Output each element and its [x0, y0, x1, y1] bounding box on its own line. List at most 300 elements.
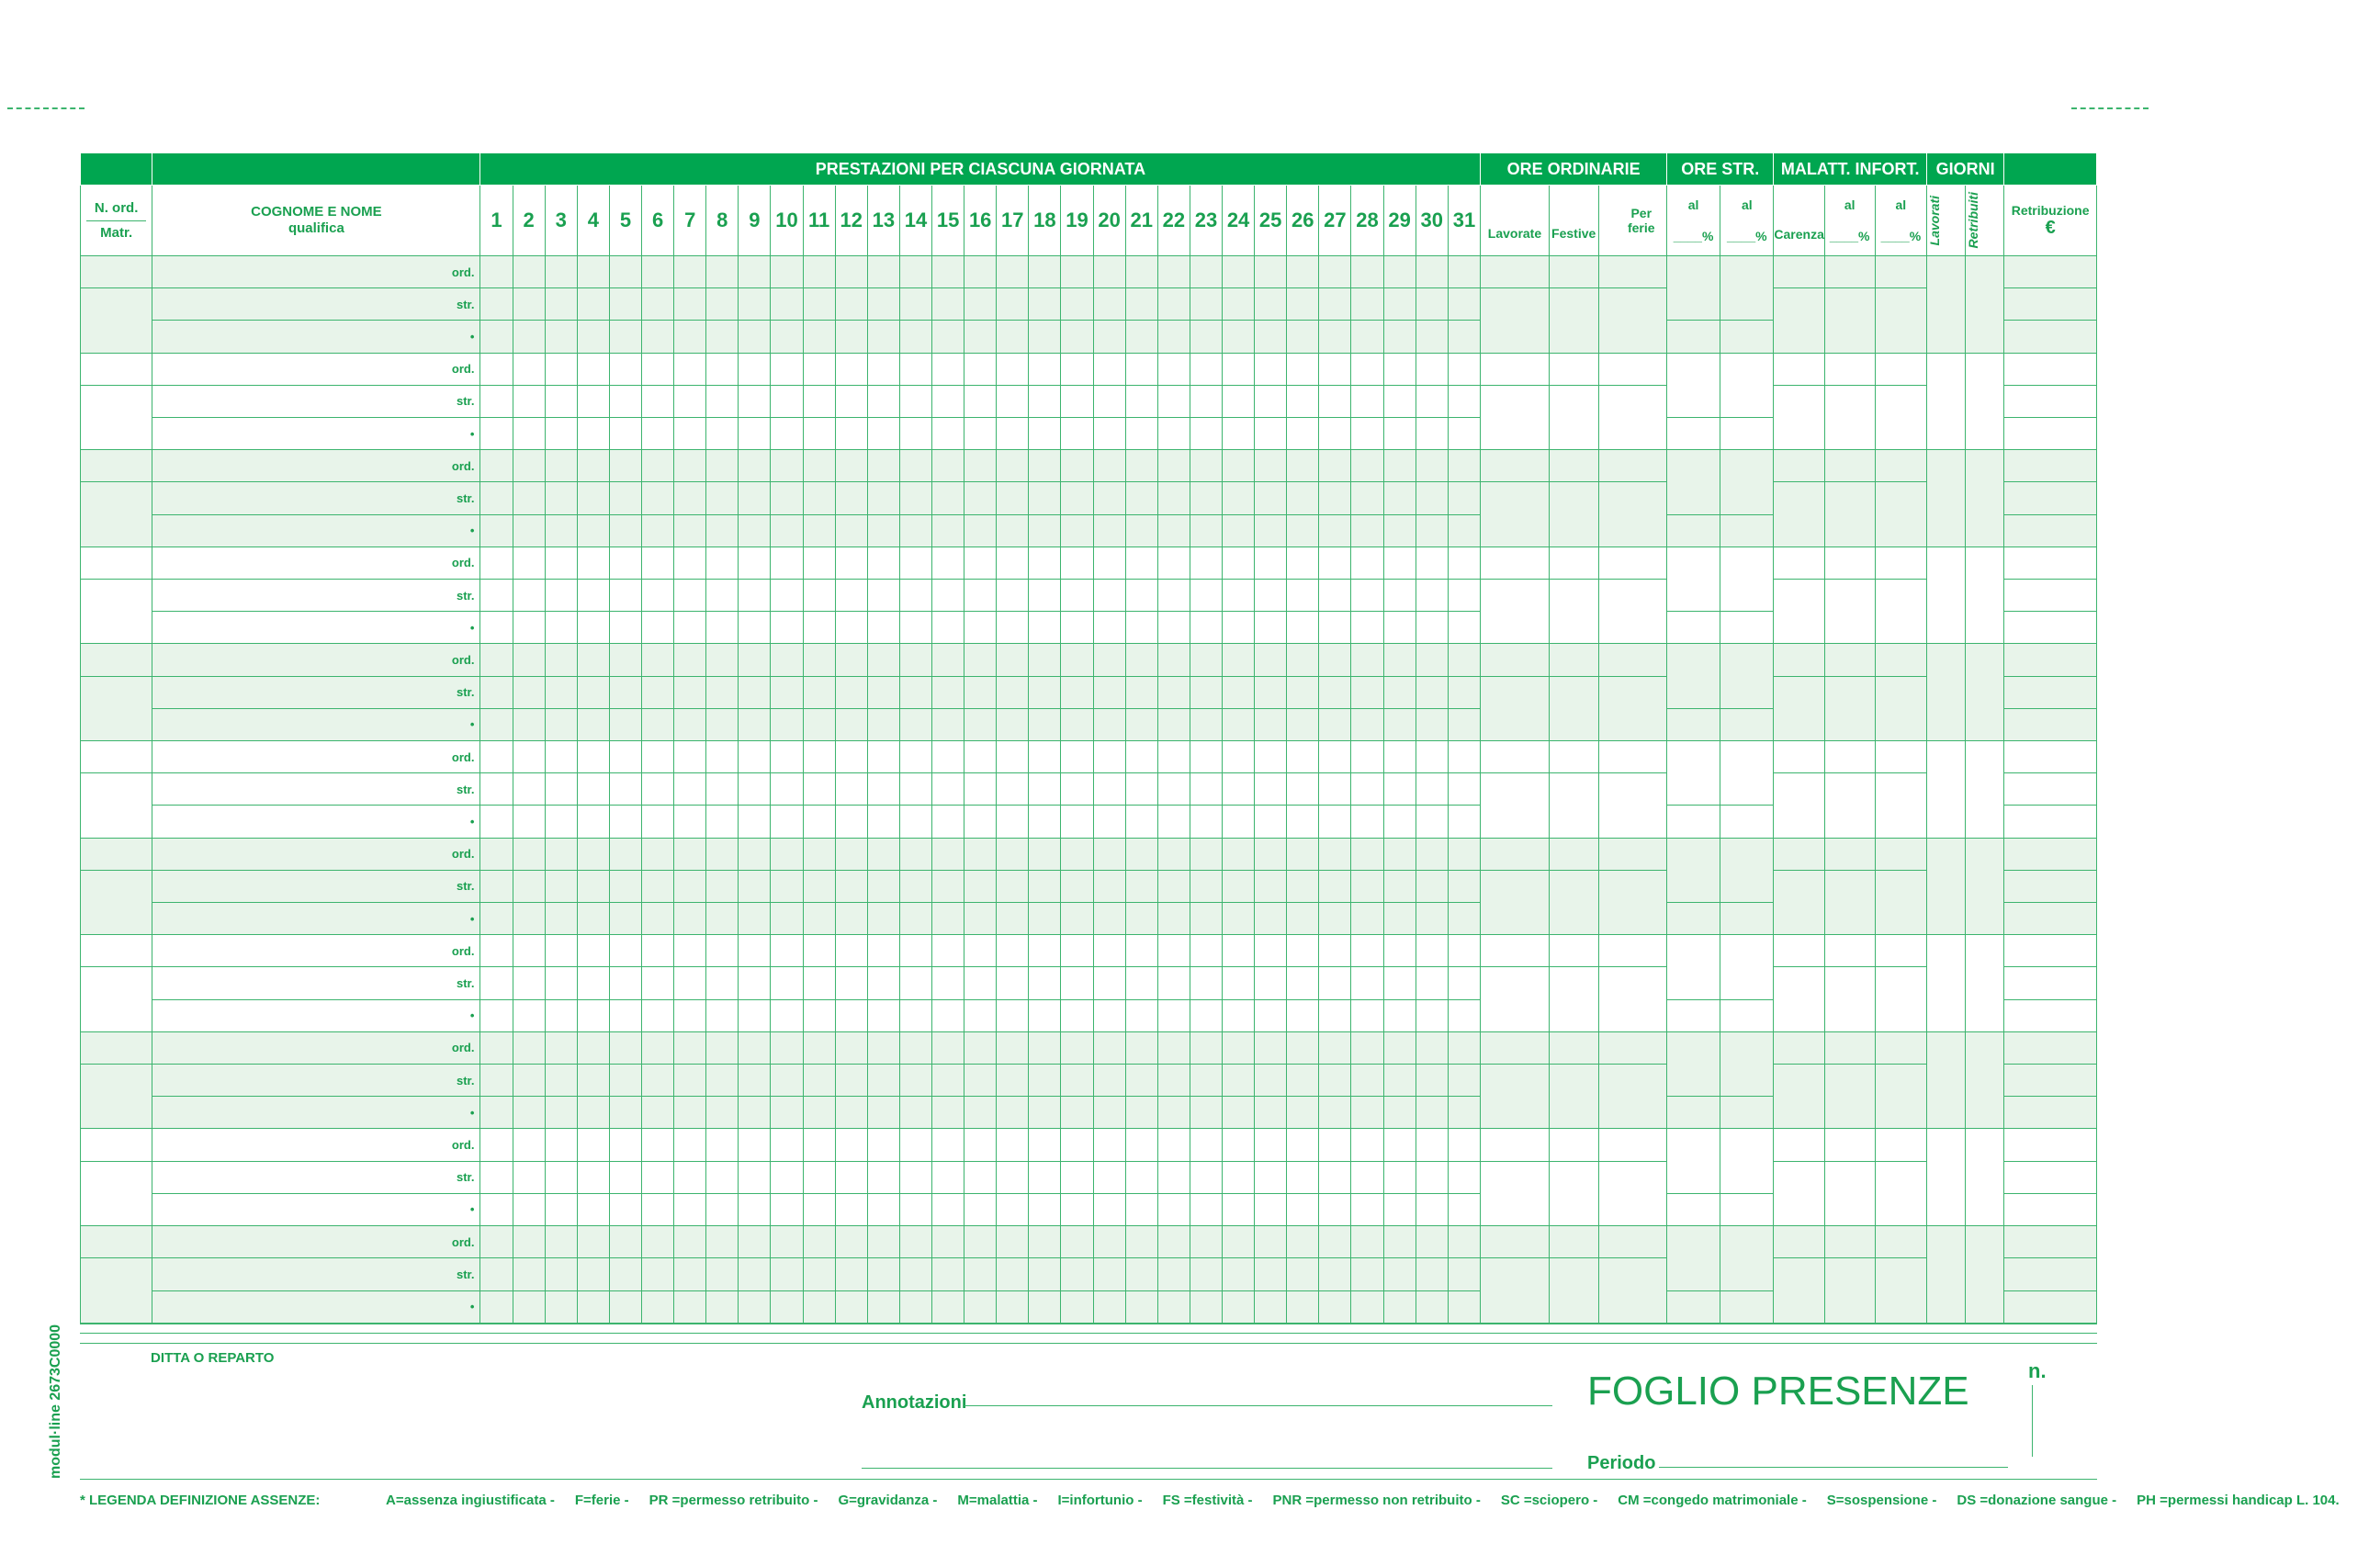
ore-str-cell[interactable] [1720, 418, 1774, 450]
day-cell[interactable] [899, 353, 931, 385]
day-cell[interactable] [609, 547, 641, 579]
day-cell[interactable] [1093, 1129, 1125, 1161]
ore-str-cell[interactable] [1667, 644, 1720, 708]
n-ord-cell[interactable] [81, 547, 152, 579]
day-cell[interactable] [1061, 870, 1093, 902]
malatt-cell[interactable] [1824, 1065, 1875, 1129]
day-cell[interactable] [899, 1161, 931, 1193]
day-cell[interactable] [1351, 1290, 1383, 1324]
day-cell[interactable] [480, 321, 513, 353]
day-cell[interactable] [1029, 741, 1061, 773]
day-cell[interactable] [545, 676, 577, 708]
day-cell[interactable] [1157, 644, 1190, 676]
day-cell[interactable] [997, 482, 1029, 514]
day-cell[interactable] [545, 482, 577, 514]
name-cell[interactable] [152, 288, 480, 321]
day-cell[interactable] [1448, 385, 1481, 417]
day-cell[interactable] [997, 999, 1029, 1031]
day-cell[interactable] [1448, 1226, 1481, 1258]
day-cell[interactable] [1029, 708, 1061, 740]
day-cell[interactable] [706, 1065, 739, 1097]
day-cell[interactable] [1351, 967, 1383, 999]
giorni-cell[interactable] [1926, 256, 1965, 354]
day-cell[interactable] [706, 644, 739, 676]
day-cell[interactable] [1383, 514, 1416, 547]
name-cell[interactable] [152, 773, 480, 806]
day-cell[interactable] [932, 903, 964, 935]
day-cell[interactable] [1255, 1065, 1287, 1097]
day-cell[interactable] [997, 612, 1029, 644]
day-cell[interactable] [1061, 321, 1093, 353]
day-cell[interactable] [545, 870, 577, 902]
day-cell[interactable] [1416, 870, 1448, 902]
day-cell[interactable] [1383, 967, 1416, 999]
day-cell[interactable] [867, 514, 899, 547]
day-cell[interactable] [1287, 547, 1319, 579]
day-cell[interactable] [1319, 773, 1351, 806]
day-cell[interactable] [1383, 353, 1416, 385]
day-cell[interactable] [1190, 1097, 1222, 1129]
day-cell[interactable] [867, 773, 899, 806]
malatt-cell[interactable] [1774, 741, 1824, 773]
day-cell[interactable] [1255, 935, 1287, 967]
day-cell[interactable] [1093, 450, 1125, 482]
day-cell[interactable] [674, 1031, 706, 1064]
day-cell[interactable] [1351, 644, 1383, 676]
day-cell[interactable] [1190, 288, 1222, 321]
day-cell[interactable] [1223, 838, 1255, 870]
day-cell[interactable] [545, 418, 577, 450]
day-cell[interactable] [1093, 1065, 1125, 1097]
day-cell[interactable] [480, 514, 513, 547]
day-cell[interactable] [674, 514, 706, 547]
day-cell[interactable] [867, 1226, 899, 1258]
retribuzione-cell[interactable] [2004, 806, 2097, 838]
day-cell[interactable] [1029, 676, 1061, 708]
day-cell[interactable] [771, 676, 803, 708]
day-cell[interactable] [642, 482, 674, 514]
day-cell[interactable] [1061, 999, 1093, 1031]
malatt-cell[interactable] [1824, 1226, 1875, 1258]
day-cell[interactable] [1448, 870, 1481, 902]
malatt-cell[interactable] [1875, 353, 1926, 385]
day-cell[interactable] [1061, 1065, 1093, 1097]
ore-str-cell[interactable] [1667, 1193, 1720, 1225]
malatt-cell[interactable] [1875, 288, 1926, 353]
day-cell[interactable] [545, 321, 577, 353]
day-cell[interactable] [1061, 708, 1093, 740]
day-cell[interactable] [1223, 1226, 1255, 1258]
day-cell[interactable] [1287, 1161, 1319, 1193]
day-cell[interactable] [480, 1258, 513, 1290]
day-cell[interactable] [1416, 1031, 1448, 1064]
name-cell[interactable] [152, 1258, 480, 1290]
day-cell[interactable] [1190, 547, 1222, 579]
retribuzione-cell[interactable] [2004, 1258, 2097, 1290]
day-cell[interactable] [1351, 580, 1383, 612]
day-cell[interactable] [545, 256, 577, 288]
malatt-cell[interactable] [1774, 935, 1824, 967]
day-cell[interactable] [609, 676, 641, 708]
day-cell[interactable] [674, 676, 706, 708]
day-cell[interactable] [835, 903, 867, 935]
day-cell[interactable] [867, 935, 899, 967]
name-cell[interactable] [152, 321, 480, 353]
retribuzione-cell[interactable] [2004, 1161, 2097, 1193]
ore-ordinarie-cell[interactable] [1481, 870, 1549, 934]
day-cell[interactable] [480, 1129, 513, 1161]
day-cell[interactable] [674, 1065, 706, 1097]
day-cell[interactable] [1416, 547, 1448, 579]
day-cell[interactable] [803, 1258, 835, 1290]
day-cell[interactable] [1255, 1161, 1287, 1193]
day-cell[interactable] [964, 967, 997, 999]
day-cell[interactable] [1383, 288, 1416, 321]
day-cell[interactable] [739, 773, 771, 806]
day-cell[interactable] [1416, 514, 1448, 547]
day-cell[interactable] [1029, 806, 1061, 838]
ore-str-cell[interactable] [1667, 612, 1720, 644]
retribuzione-cell[interactable] [2004, 1031, 2097, 1064]
day-cell[interactable] [867, 1258, 899, 1290]
malatt-cell[interactable] [1774, 967, 1824, 1031]
malatt-cell[interactable] [1875, 1161, 1926, 1225]
day-cell[interactable] [1383, 1161, 1416, 1193]
day-cell[interactable] [1448, 967, 1481, 999]
malatt-cell[interactable] [1824, 838, 1875, 870]
n-ord-cell[interactable] [81, 1031, 152, 1064]
day-cell[interactable] [932, 321, 964, 353]
ore-str-cell[interactable] [1720, 838, 1774, 902]
day-cell[interactable] [545, 580, 577, 612]
day-cell[interactable] [932, 773, 964, 806]
day-cell[interactable] [513, 708, 545, 740]
day-cell[interactable] [1093, 1290, 1125, 1324]
day-cell[interactable] [513, 806, 545, 838]
day-cell[interactable] [1157, 1226, 1190, 1258]
day-cell[interactable] [1255, 256, 1287, 288]
day-cell[interactable] [1351, 870, 1383, 902]
day-cell[interactable] [1125, 418, 1157, 450]
day-cell[interactable] [1061, 838, 1093, 870]
day-cell[interactable] [1416, 708, 1448, 740]
day-cell[interactable] [899, 838, 931, 870]
ore-ordinarie-cell[interactable] [1598, 870, 1666, 934]
day-cell[interactable] [1383, 612, 1416, 644]
day-cell[interactable] [771, 321, 803, 353]
day-cell[interactable] [771, 418, 803, 450]
day-cell[interactable] [577, 806, 609, 838]
day-cell[interactable] [674, 288, 706, 321]
day-cell[interactable] [706, 773, 739, 806]
ore-ordinarie-cell[interactable] [1598, 353, 1666, 385]
day-cell[interactable] [1448, 1193, 1481, 1225]
malatt-cell[interactable] [1875, 385, 1926, 449]
day-cell[interactable] [513, 1193, 545, 1225]
day-cell[interactable] [964, 999, 997, 1031]
day-cell[interactable] [739, 1226, 771, 1258]
day-cell[interactable] [739, 418, 771, 450]
day-cell[interactable] [1190, 353, 1222, 385]
day-cell[interactable] [1383, 580, 1416, 612]
day-cell[interactable] [480, 580, 513, 612]
day-cell[interactable] [1351, 1193, 1383, 1225]
day-cell[interactable] [964, 1097, 997, 1129]
day-cell[interactable] [577, 644, 609, 676]
day-cell[interactable] [1255, 838, 1287, 870]
matr-cell[interactable] [81, 385, 152, 449]
day-cell[interactable] [706, 288, 739, 321]
ore-str-cell[interactable] [1667, 1226, 1720, 1290]
day-cell[interactable] [771, 1065, 803, 1097]
malatt-cell[interactable] [1875, 580, 1926, 644]
ore-ordinarie-cell[interactable] [1481, 1161, 1549, 1225]
day-cell[interactable] [771, 1226, 803, 1258]
day-cell[interactable] [1287, 676, 1319, 708]
day-cell[interactable] [674, 967, 706, 999]
day-cell[interactable] [642, 1290, 674, 1324]
malatt-cell[interactable] [1875, 967, 1926, 1031]
day-cell[interactable] [1190, 1129, 1222, 1161]
giorni-cell[interactable] [1966, 353, 2004, 450]
day-cell[interactable] [577, 935, 609, 967]
day-cell[interactable] [1223, 482, 1255, 514]
ore-str-cell[interactable] [1667, 256, 1720, 321]
day-cell[interactable] [1190, 967, 1222, 999]
day-cell[interactable] [1223, 1065, 1255, 1097]
day-cell[interactable] [1287, 935, 1319, 967]
day-cell[interactable] [771, 288, 803, 321]
day-cell[interactable] [1383, 547, 1416, 579]
day-cell[interactable] [803, 1097, 835, 1129]
n-ord-cell[interactable] [81, 1226, 152, 1258]
ore-ordinarie-cell[interactable] [1598, 838, 1666, 870]
day-cell[interactable] [835, 514, 867, 547]
day-cell[interactable] [835, 288, 867, 321]
day-cell[interactable] [674, 482, 706, 514]
day-cell[interactable] [577, 1129, 609, 1161]
day-cell[interactable] [1190, 1193, 1222, 1225]
day-cell[interactable] [706, 1290, 739, 1324]
day-cell[interactable] [1255, 321, 1287, 353]
day-cell[interactable] [674, 1193, 706, 1225]
retribuzione-cell[interactable] [2004, 385, 2097, 417]
day-cell[interactable] [739, 870, 771, 902]
day-cell[interactable] [964, 418, 997, 450]
day-cell[interactable] [1319, 353, 1351, 385]
day-cell[interactable] [1223, 870, 1255, 902]
day-cell[interactable] [1029, 580, 1061, 612]
day-cell[interactable] [1416, 353, 1448, 385]
day-cell[interactable] [1223, 644, 1255, 676]
day-cell[interactable] [1448, 1031, 1481, 1064]
day-cell[interactable] [997, 1129, 1029, 1161]
day-cell[interactable] [545, 1097, 577, 1129]
day-cell[interactable] [577, 450, 609, 482]
day-cell[interactable] [1190, 580, 1222, 612]
ore-ordinarie-cell[interactable] [1481, 676, 1549, 740]
giorni-cell[interactable] [1926, 838, 1965, 935]
day-cell[interactable] [899, 580, 931, 612]
ore-str-cell[interactable] [1667, 708, 1720, 740]
day-cell[interactable] [1383, 256, 1416, 288]
ore-ordinarie-cell[interactable] [1549, 482, 1598, 547]
day-cell[interactable] [577, 353, 609, 385]
day-cell[interactable] [577, 1193, 609, 1225]
day-cell[interactable] [771, 1031, 803, 1064]
day-cell[interactable] [739, 741, 771, 773]
ore-str-cell[interactable] [1667, 514, 1720, 547]
malatt-cell[interactable] [1774, 676, 1824, 740]
day-cell[interactable] [932, 1031, 964, 1064]
day-cell[interactable] [480, 967, 513, 999]
day-cell[interactable] [1223, 999, 1255, 1031]
day-cell[interactable] [739, 580, 771, 612]
day-cell[interactable] [545, 773, 577, 806]
ore-str-cell[interactable] [1667, 806, 1720, 838]
ore-str-cell[interactable] [1720, 353, 1774, 417]
malatt-cell[interactable] [1774, 1226, 1824, 1258]
name-cell[interactable] [152, 708, 480, 740]
ore-ordinarie-cell[interactable] [1481, 580, 1549, 644]
day-cell[interactable] [803, 580, 835, 612]
day-cell[interactable] [1061, 1129, 1093, 1161]
day-cell[interactable] [1287, 1258, 1319, 1290]
day-cell[interactable] [480, 903, 513, 935]
day-cell[interactable] [609, 256, 641, 288]
day-cell[interactable] [771, 773, 803, 806]
ore-str-cell[interactable] [1720, 708, 1774, 740]
malatt-cell[interactable] [1824, 450, 1875, 482]
day-cell[interactable] [674, 935, 706, 967]
day-cell[interactable] [964, 741, 997, 773]
day-cell[interactable] [1351, 353, 1383, 385]
ore-ordinarie-cell[interactable] [1481, 967, 1549, 1031]
day-cell[interactable] [803, 967, 835, 999]
day-cell[interactable] [480, 612, 513, 644]
day-cell[interactable] [964, 385, 997, 417]
day-cell[interactable] [835, 580, 867, 612]
ore-ordinarie-cell[interactable] [1549, 353, 1598, 385]
day-cell[interactable] [932, 612, 964, 644]
ore-str-cell[interactable] [1720, 644, 1774, 708]
day-cell[interactable] [545, 1065, 577, 1097]
day-cell[interactable] [1448, 353, 1481, 385]
day-cell[interactable] [706, 999, 739, 1031]
day-cell[interactable] [803, 999, 835, 1031]
name-cell[interactable] [152, 1226, 480, 1258]
day-cell[interactable] [1448, 644, 1481, 676]
name-cell[interactable] [152, 1097, 480, 1129]
day-cell[interactable] [1223, 547, 1255, 579]
day-cell[interactable] [1190, 450, 1222, 482]
day-cell[interactable] [932, 1161, 964, 1193]
day-cell[interactable] [867, 999, 899, 1031]
ore-ordinarie-cell[interactable] [1549, 256, 1598, 288]
day-cell[interactable] [771, 870, 803, 902]
day-cell[interactable] [964, 1290, 997, 1324]
day-cell[interactable] [577, 256, 609, 288]
malatt-cell[interactable] [1824, 644, 1875, 676]
retribuzione-cell[interactable] [2004, 1193, 2097, 1225]
day-cell[interactable] [1190, 1065, 1222, 1097]
ore-ordinarie-cell[interactable] [1598, 741, 1666, 773]
day-cell[interactable] [1351, 935, 1383, 967]
day-cell[interactable] [1093, 353, 1125, 385]
day-cell[interactable] [997, 256, 1029, 288]
day-cell[interactable] [513, 870, 545, 902]
day-cell[interactable] [1125, 967, 1157, 999]
day-cell[interactable] [706, 1258, 739, 1290]
name-cell[interactable] [152, 999, 480, 1031]
day-cell[interactable] [997, 773, 1029, 806]
day-cell[interactable] [739, 321, 771, 353]
day-cell[interactable] [835, 741, 867, 773]
day-cell[interactable] [1351, 288, 1383, 321]
day-cell[interactable] [674, 580, 706, 612]
day-cell[interactable] [609, 967, 641, 999]
day-cell[interactable] [1319, 580, 1351, 612]
day-cell[interactable] [899, 935, 931, 967]
ore-ordinarie-cell[interactable] [1481, 773, 1549, 838]
day-cell[interactable] [480, 1065, 513, 1097]
day-cell[interactable] [835, 935, 867, 967]
day-cell[interactable] [1255, 612, 1287, 644]
day-cell[interactable] [1061, 547, 1093, 579]
day-cell[interactable] [674, 1129, 706, 1161]
ore-ordinarie-cell[interactable] [1598, 967, 1666, 1031]
day-cell[interactable] [642, 935, 674, 967]
day-cell[interactable] [1351, 418, 1383, 450]
day-cell[interactable] [997, 903, 1029, 935]
day-cell[interactable] [835, 1193, 867, 1225]
day-cell[interactable] [1351, 838, 1383, 870]
day-cell[interactable] [835, 806, 867, 838]
name-cell[interactable] [152, 741, 480, 773]
day-cell[interactable] [1061, 1161, 1093, 1193]
day-cell[interactable] [1287, 773, 1319, 806]
day-cell[interactable] [480, 256, 513, 288]
day-cell[interactable] [964, 288, 997, 321]
day-cell[interactable] [1416, 1226, 1448, 1258]
ore-ordinarie-cell[interactable] [1549, 967, 1598, 1031]
day-cell[interactable] [1319, 676, 1351, 708]
day-cell[interactable] [1287, 514, 1319, 547]
day-cell[interactable] [932, 514, 964, 547]
day-cell[interactable] [771, 1129, 803, 1161]
day-cell[interactable] [480, 1290, 513, 1324]
day-cell[interactable] [674, 806, 706, 838]
day-cell[interactable] [480, 353, 513, 385]
day-cell[interactable] [1255, 514, 1287, 547]
day-cell[interactable] [803, 418, 835, 450]
day-cell[interactable] [867, 612, 899, 644]
day-cell[interactable] [577, 612, 609, 644]
day-cell[interactable] [1190, 418, 1222, 450]
ore-ordinarie-cell[interactable] [1549, 547, 1598, 579]
day-cell[interactable] [609, 741, 641, 773]
day-cell[interactable] [545, 708, 577, 740]
day-cell[interactable] [1287, 482, 1319, 514]
day-cell[interactable] [739, 612, 771, 644]
day-cell[interactable] [1255, 967, 1287, 999]
day-cell[interactable] [1029, 1161, 1061, 1193]
day-cell[interactable] [1319, 903, 1351, 935]
day-cell[interactable] [1223, 1258, 1255, 1290]
day-cell[interactable] [1319, 385, 1351, 417]
day-cell[interactable] [1125, 514, 1157, 547]
ore-ordinarie-cell[interactable] [1549, 838, 1598, 870]
